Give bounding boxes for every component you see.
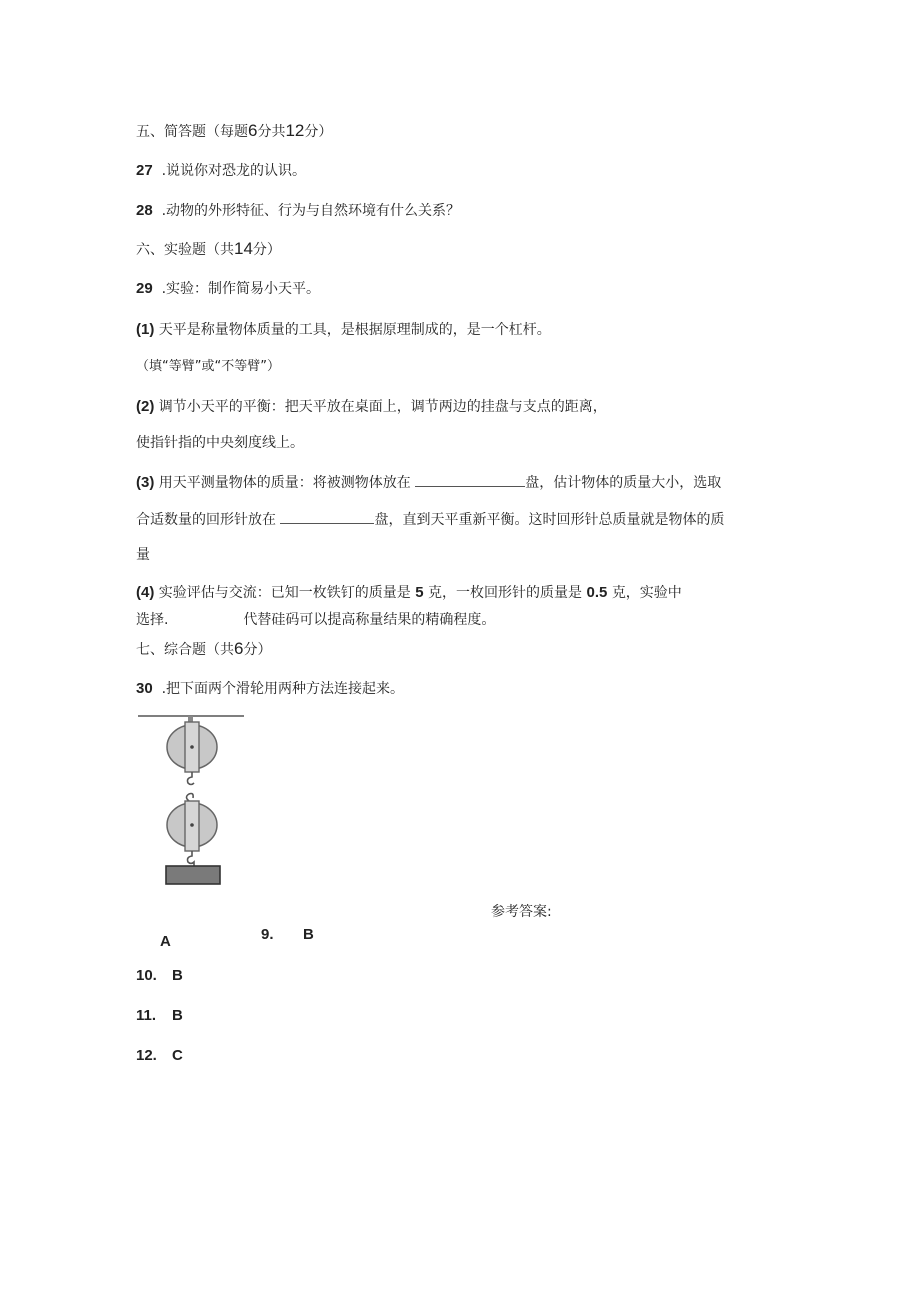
movable-pulley [167,794,217,867]
question-text: .说说你对恐龙的认识。 [161,163,307,179]
answer-12: C [172,1047,183,1064]
part-number: (2) [136,398,155,415]
question-29 [136,279,320,299]
question-27 [136,161,306,181]
question-number: 29 [136,280,153,297]
question-text: .把下面两个滑轮用两种方法连接起来。 [161,681,405,697]
question-number: 30 [136,680,153,697]
answer-blank[interactable] [280,509,374,524]
answer-10: B [172,967,183,984]
section-5-heading: 五、简答题（每题6分共12分） [136,121,333,140]
part-1-note: （填“等臂”或“不等臂”） [136,359,280,374]
question-28 [136,201,460,221]
question-number: 27 [136,162,153,179]
answer-blank[interactable] [415,472,525,487]
question-30 [136,679,404,699]
answer-11: B [172,1007,183,1024]
part-3-line-3: 量 [136,547,150,563]
part-4-line-2: 选择. 代替硅码可以提高称量结果的精确程度。 [136,612,496,628]
part-3: (3) 用天平测量物体的质量：将被测物体放在 盘，估计物体的质量大小，选取 [136,474,722,491]
part-3-line-2: 合适数量的回形针放在 盘，直到天平重新平衡。这时回形针总质量就是物体的质 [136,509,724,530]
part-number: (3) [136,474,155,491]
part-number: (4) [136,584,155,601]
weight-block [166,866,220,884]
question-text: .动物的外形特征、行为与自然环境有什么关系？ [161,203,461,219]
answer-9-number: 9. [261,926,274,943]
part-2: (2) 调节小天平的平衡：把天平放在桌面上，调节两边的挂盘与支点的距离， [136,398,607,415]
part-1: (1) 天平是称量物体质量的工具，是根据原理制成的，是一个杠杆。 [136,321,551,338]
answer-12-number: 12. [136,1047,157,1064]
answer-9: B [303,926,314,943]
part-2-continued: 使指针指的中央刻度线上。 [136,435,304,451]
part-4: (4) 实验评估与交流：已知一枚铁钉的质量是 5 克，一枚回形针的质量是 0.5 克，实验中 [136,584,682,601]
question-number: 28 [136,202,153,219]
pulley-diagram [136,710,256,890]
question-text: .实验：制作简易小天平。 [161,281,321,297]
answer-a: A [160,933,171,950]
part-number: (1) [136,321,155,338]
answer-11-number: 11. [136,1007,157,1024]
section-6-heading: 六、实验题（共14分） [136,239,281,258]
answers-title: 参考答案: [491,904,552,920]
fixed-pulley [167,716,217,785]
section-7-heading: 七、综合题（共6分） [136,639,272,658]
answer-10-number: 10. [136,967,157,984]
